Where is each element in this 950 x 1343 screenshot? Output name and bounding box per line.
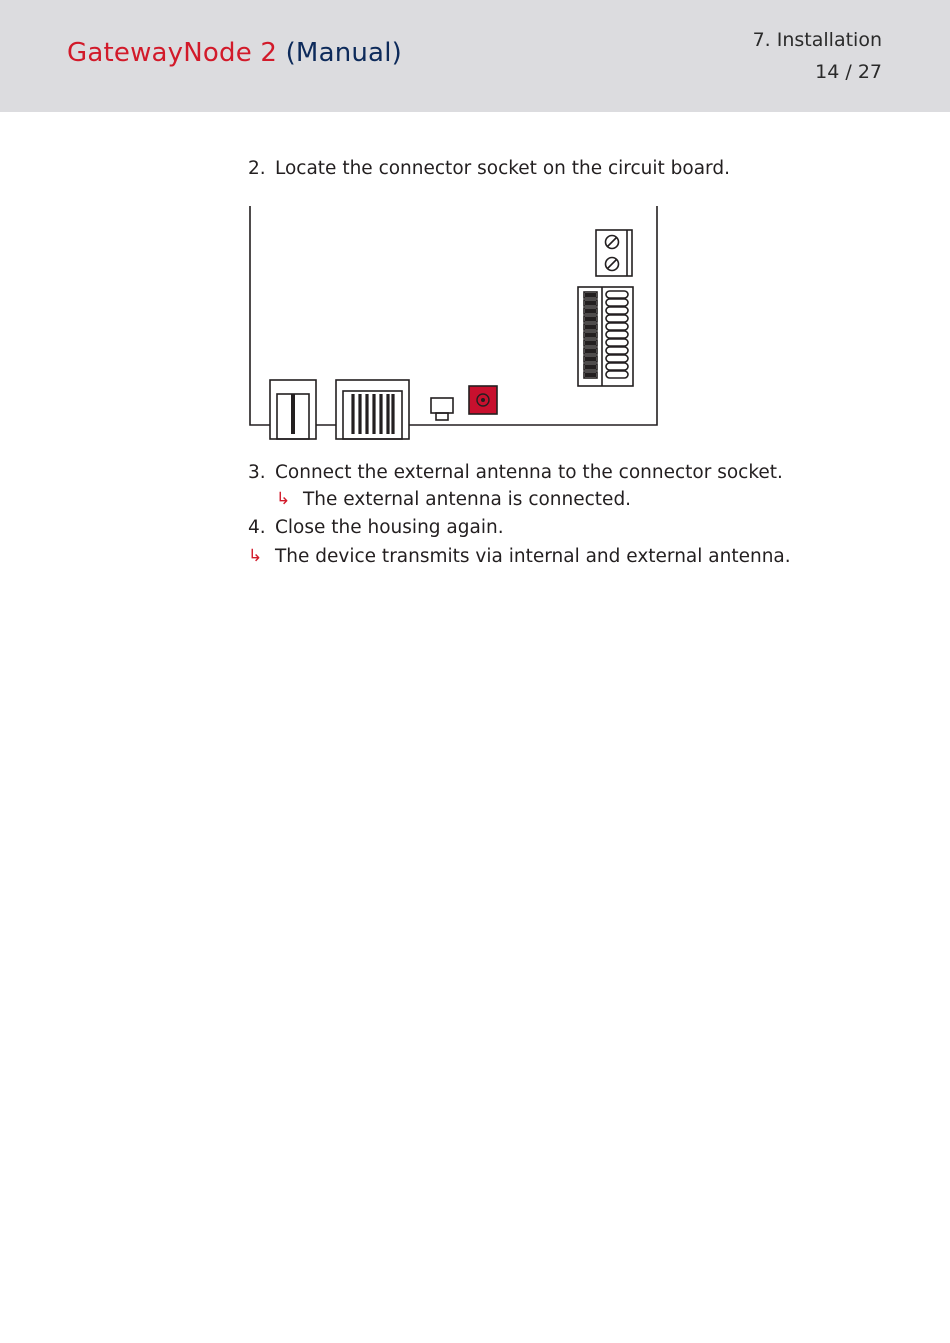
antenna-connector-socket <box>469 386 497 414</box>
step-number: 2. <box>248 158 266 179</box>
small-component <box>431 398 453 413</box>
page-number: 14 / 27 <box>815 61 882 83</box>
circuit-board-diagram <box>240 198 670 448</box>
result-text: The external antenna is connected. <box>303 489 632 510</box>
document-type: (Manual) <box>285 38 402 68</box>
page-header <box>0 0 950 112</box>
step-text: Locate the connector socket on the circuit board. <box>275 158 730 179</box>
section-title: 7. Installation <box>752 29 882 51</box>
step-text: Connect the external antenna to the connector socket. <box>275 462 783 483</box>
product-name: GatewayNode 2 <box>67 38 278 68</box>
result-arrow-icon: ↳ <box>276 489 291 509</box>
step-text: Close the housing again. <box>275 517 504 538</box>
result-text: The device transmits via internal and external antenna. <box>275 546 791 567</box>
document-title <box>67 38 402 68</box>
step-number: 4. <box>248 517 266 538</box>
step-number: 3. <box>248 462 266 483</box>
result-arrow-icon: ↳ <box>248 546 263 566</box>
